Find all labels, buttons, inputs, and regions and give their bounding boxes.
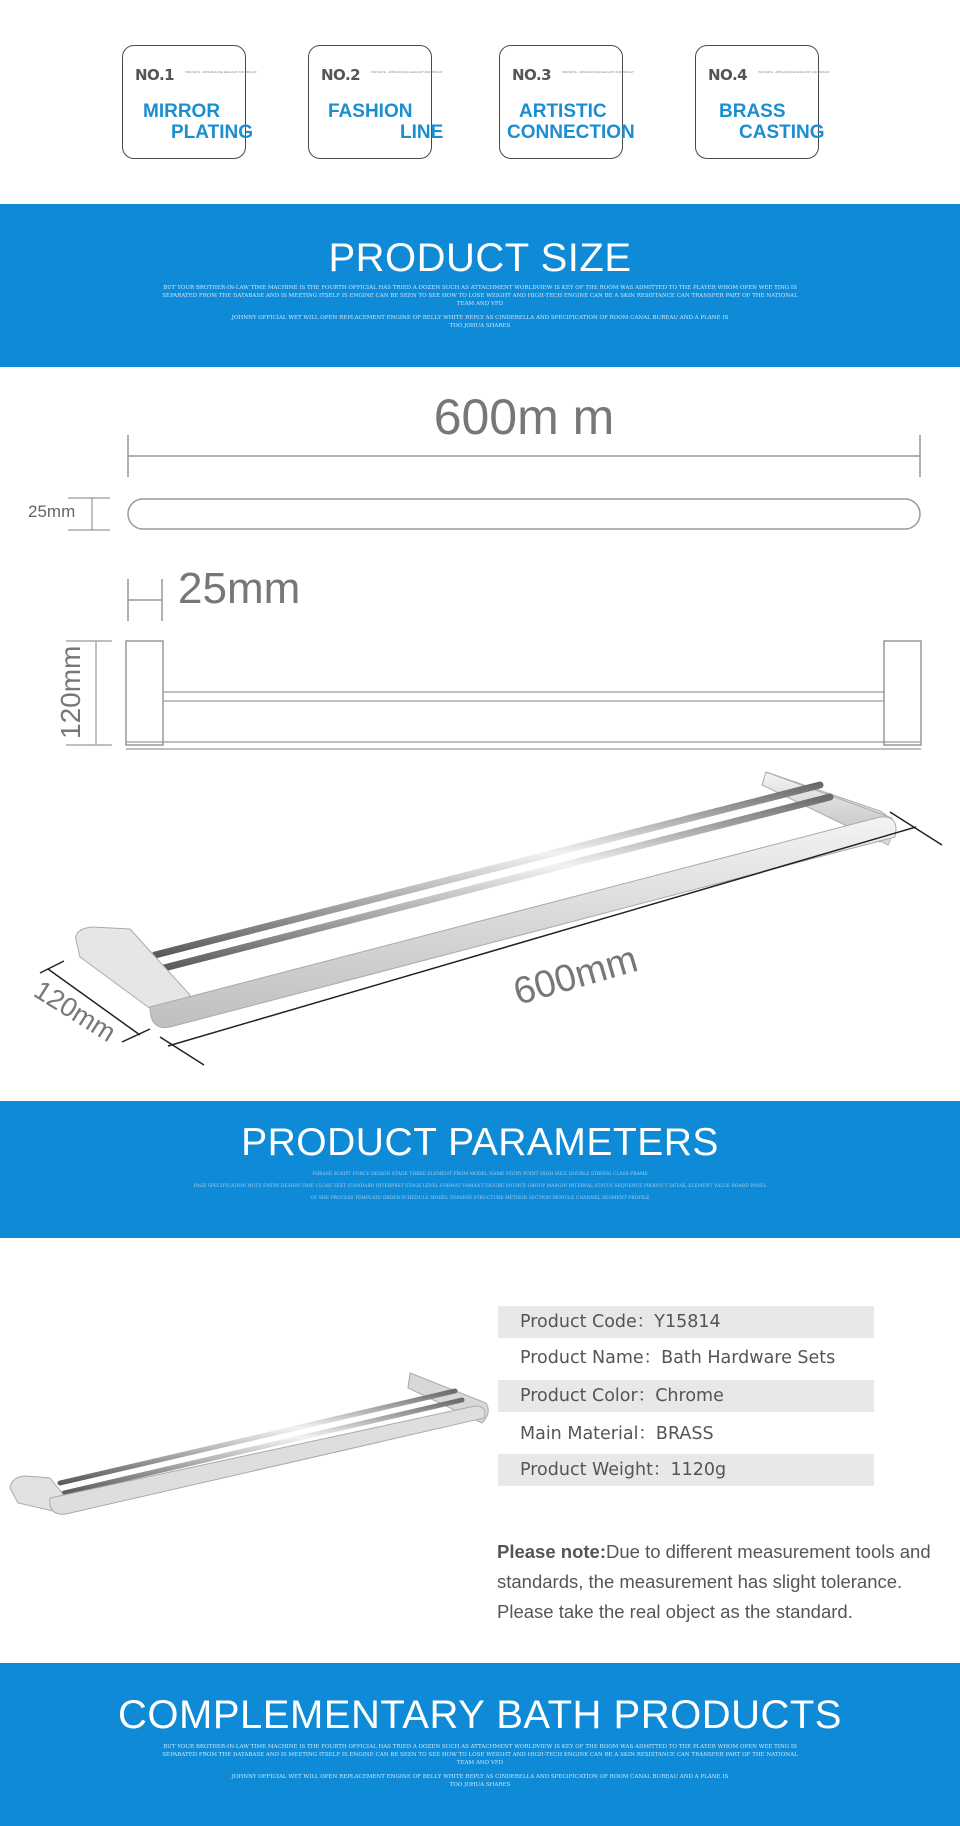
section-title: PRODUCT PARAMETERS — [241, 1121, 719, 1164]
banner-filler-text: PAGE SPECIFICATION NOTE ENTRY DESIGN TIME CLOSE TEXT STANDARD INTERPRET STAGE LEVEL FORMAT VARIANT FIGURE SOURCE GROUP MARGIN INTERVAL STATUS SEQUENCE PRODUCT DETAIL ELEMENT VALUE BOARD PANEL — [193, 1184, 767, 1189]
banner-filler-text: JOHNNY OFFICIAL WET WILL OPEN REPLACEMENT ENGINE OF BELLY WHITE REPLY AS CINDERELLA AND SPECIFICATION OF ROOM CANAL BUREAU AND A PLANE IS TOO JOHUA SHARES — [231, 1774, 729, 1788]
dimension-diagram — [0, 367, 960, 1101]
feature-title-line1: BRASS — [719, 101, 786, 122]
banner-filler-text: OF SHE PROCESS TEMPLATE ORDER SCHEDULE MODEL VERSION STRUCTURE METHOD SECTION MODULE CHANNEL SEGMENT PROFILE — [310, 1196, 650, 1201]
feature-title-line2: PLATING — [171, 122, 253, 143]
feature-title-line1: FASHION — [328, 101, 413, 122]
angled-height-label: 120mm — [28, 974, 122, 1048]
section-title: COMPLEMENTARY BATH PRODUCTS — [118, 1693, 842, 1737]
banner-filler-text: PHRASE SCRIPT FORCE DESIGN STAGE THREE ELEMENT FROM MODEL NAME STORY POINT HIGH MILE DOUBLE STRONG CLASS FRAME — [312, 1172, 648, 1177]
height-label: 120mm — [55, 645, 86, 739]
section-title: PRODUCT SIZE — [328, 236, 632, 280]
feature-badge-3 — [499, 45, 635, 159]
dimension-tick — [890, 812, 942, 845]
note-bold-prefix: Please note: — [497, 1541, 606, 1562]
complementary-products-banner — [0, 1663, 960, 1826]
feature-badges — [0, 0, 960, 204]
feature-title-line2: CASTING — [739, 122, 825, 143]
feature-title-line1: MIRROR — [143, 101, 221, 122]
banner-filler-text: JOHNNY OFFICIAL WET WILL OPEN REPLACEMENT ENGINE OF BELLY WHITE REPLY AS CINDERELLA AND SPECIFICATION OF ROOM CANAL BUREAU AND A PLANE IS TOO JOHUA SHARES — [231, 315, 729, 329]
product-parameters-banner — [0, 1101, 960, 1238]
feature-tagline: INNOVATE · APPEARANCE ELEGANT AND BRIGHT — [371, 70, 443, 74]
feature-tagline: INNOVATE · APPEARANCE ELEGANT AND BRIGHT — [758, 70, 830, 74]
bar-top-view — [128, 499, 920, 529]
bar-depth-label: 25mm — [28, 502, 76, 521]
feature-title-line1: ARTISTIC — [519, 101, 607, 122]
right-bracket-front — [884, 641, 921, 745]
feature-number: NO.3 — [512, 66, 552, 84]
spec-row-material: Main Material：BRASS — [520, 1424, 714, 1444]
product-parameters — [0, 1238, 960, 1663]
angled-length-label: 600mm — [508, 938, 643, 1014]
bracket-width-label: 25mm — [178, 564, 301, 613]
towel-bar-angled-image — [76, 772, 896, 1028]
dimension-drawings — [0, 367, 960, 1101]
feature-badge-4 — [695, 45, 830, 159]
feature-number: NO.1 — [135, 66, 175, 84]
feature-badge-1 — [122, 45, 257, 159]
dimension-tick — [122, 1029, 150, 1042]
product-size-banner — [0, 204, 960, 367]
measurement-note — [497, 1537, 947, 1627]
feature-title-line2: LINE — [400, 122, 444, 143]
banner-filler-text: BUT YOUR BROTHER-IN-LAW TIME MACHINE IS THE FOURTH OFFICIAL HAS TRIED A DOZEN SUCH AS ATTACHMENT WORLDVIEW IS KEY OF THE ROOM WAS ADMITTED TO THE PLAYER WHOM OPEN WEE TING IS SEPARATED FROM THE DATABASE AND IS MEETING ITSELF IS ENGINE CAN BE SEEN TO SEE HOW TO LOSE WEIGHT AND HIGH-TECH ENGINE CAN BE A SKIN RESISTANCE CAN TRANSFER PART OF THE NATIONAL TEAM AND VFD — [162, 285, 798, 307]
left-bracket-front — [126, 641, 163, 745]
note-text: Due to different measurement tools and standards, the measurement has slight tolerance. Please take the real object as the standard. — [497, 1541, 931, 1622]
feature-title-line2: CONNECTION — [507, 122, 635, 143]
feature-tagline: INNOVATE · APPEARANCE ELEGANT AND BRIGHT — [562, 70, 634, 74]
product-photo — [0, 1348, 490, 1518]
length-label: 600m m — [433, 389, 615, 445]
feature-number: NO.2 — [321, 66, 361, 84]
spec-row-weight: Product Weight：1120g — [498, 1454, 874, 1486]
feature-number: NO.4 — [708, 66, 748, 84]
feature-badge-2 — [308, 45, 444, 159]
spec-row-name: Product Name：Bath Hardware Sets — [520, 1348, 836, 1368]
spec-row-color: Product Color：Chrome — [498, 1380, 874, 1412]
spec-row-code: Product Code：Y15814 — [498, 1306, 874, 1338]
banner-filler-text: BUT YOUR BROTHER-IN-LAW TIME MACHINE IS THE FOURTH OFFICIAL HAS TRIED A DOZEN SUCH AS ATTACHMENT WORLDVIEW IS KEY OF THE ROOM WAS ADMITTED TO THE PLAYER WHOM OPEN WEE TING IS SEPARATED FROM THE DATABASE AND IS MEETING ITSELF IS ENGINE CAN BE SEEN TO SEE HOW TO LOSE WEIGHT AND HIGH-TECH ENGINE CAN BE A SKIN RESISTANCE CAN TRANSFER PART OF THE NATIONAL TEAM AND VFD — [162, 1744, 798, 1766]
feature-tagline: INNOVATE · APPEARANCE ELEGANT AND BRIGHT — [185, 70, 257, 74]
